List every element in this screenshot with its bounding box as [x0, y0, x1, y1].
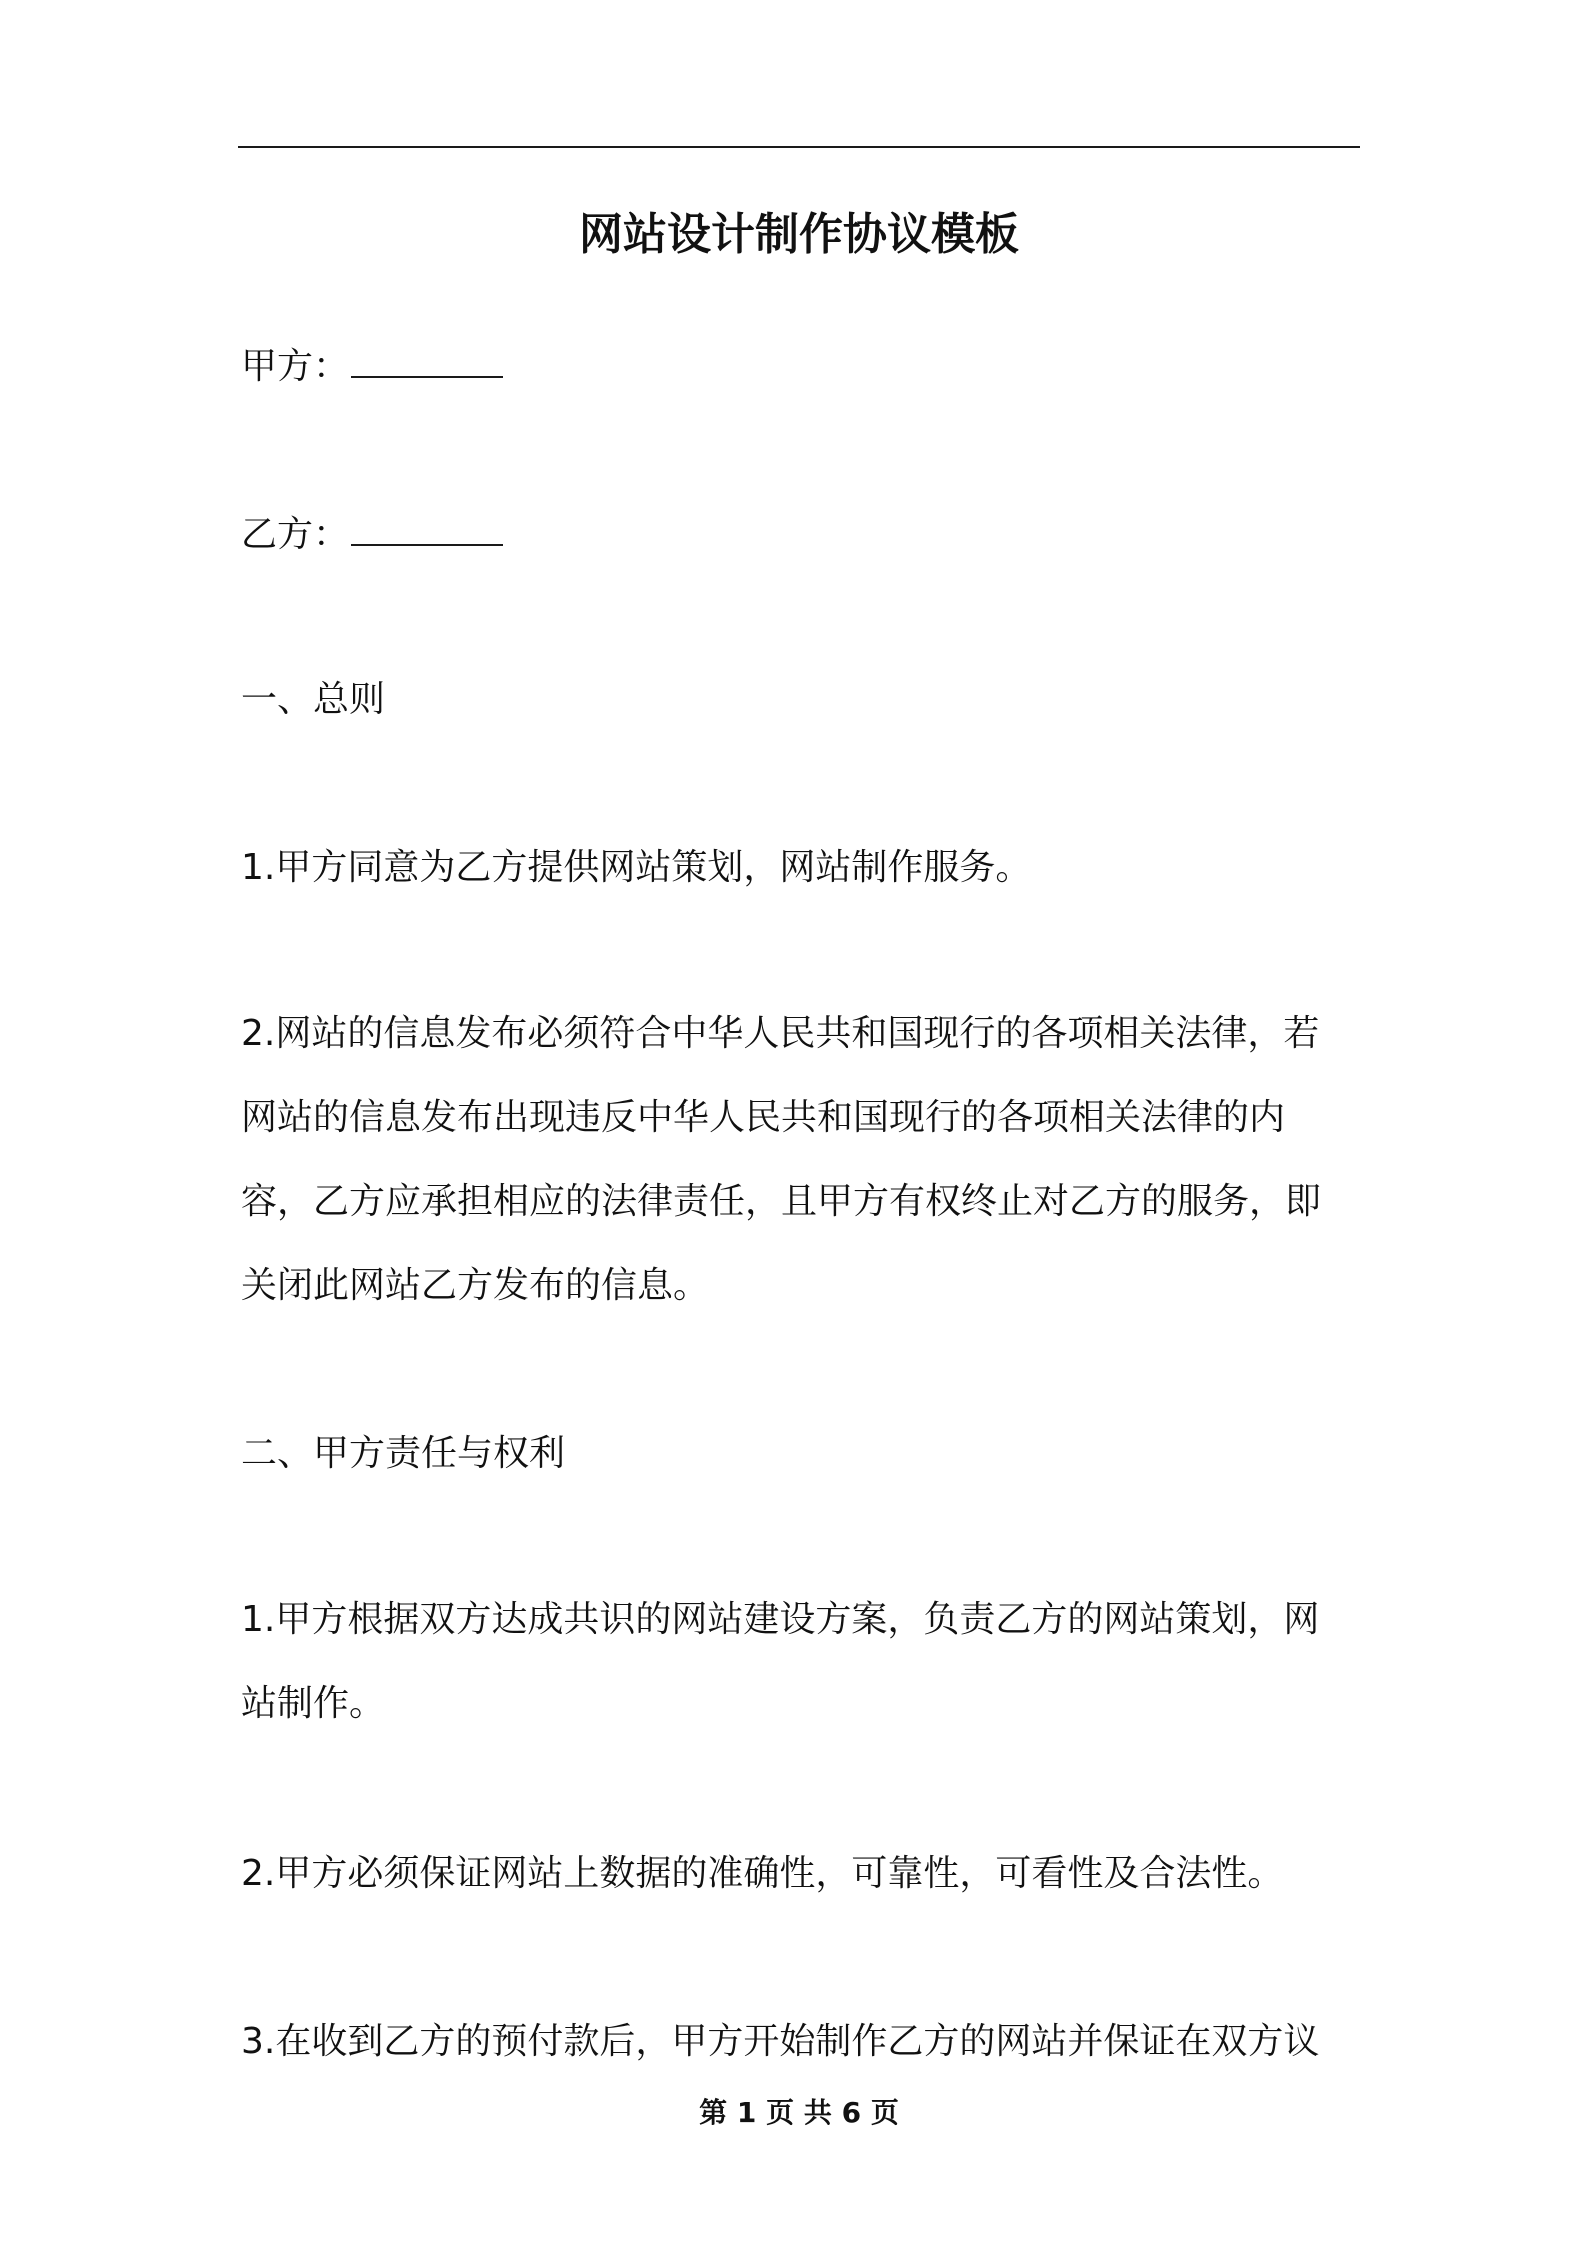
- section1-item2-line: 关闭此网站乙方发布的信息。: [241, 1265, 710, 1306]
- document-title: 网站设计制作协议模板: [579, 209, 1019, 260]
- page-footer: 第 1 页 共 6 页: [699, 2096, 899, 2129]
- section2-item1: [241, 1578, 1365, 1746]
- party-b-label: 乙方：: [241, 514, 350, 555]
- section2-item1-line: 1.甲方根据双方达成共识的网站建设方案，负责乙方的网站策划，网: [241, 1599, 1320, 1640]
- header-rule: [238, 146, 1360, 148]
- section2-item2: 2.甲方必须保证网站上数据的准确性，可靠性，可看性及合法性。: [241, 1853, 1284, 1894]
- party-b-blank: [351, 504, 503, 546]
- section1-item2-line: 容，乙方应承担相应的法律责任，且甲方有权终止对乙方的服务，即: [241, 1181, 1322, 1222]
- section2-item3: 3.在收到乙方的预付款后，甲方开始制作乙方的网站并保证在双方议: [241, 2021, 1320, 2062]
- party-b-line: [241, 504, 1365, 563]
- section-heading-party-a: 二、甲方责任与权利: [241, 1433, 566, 1474]
- party-a-blank: [351, 336, 503, 378]
- section1-item2: [241, 992, 1365, 1328]
- section1-item1: 1.甲方同意为乙方提供网站策划，网站制作服务。: [241, 847, 1032, 888]
- section1-item2-line: 网站的信息发布出现违反中华人民共和国现行的各项相关法律的内: [241, 1097, 1286, 1138]
- party-a-label: 甲方：: [241, 346, 350, 387]
- party-a-line: [241, 336, 1365, 395]
- section-heading-general: 一、总则: [241, 679, 386, 720]
- section1-item2-line: 2.网站的信息发布必须符合中华人民共和国现行的各项相关法律，若: [241, 1013, 1320, 1054]
- section2-item1-line: 站制作。: [241, 1683, 386, 1724]
